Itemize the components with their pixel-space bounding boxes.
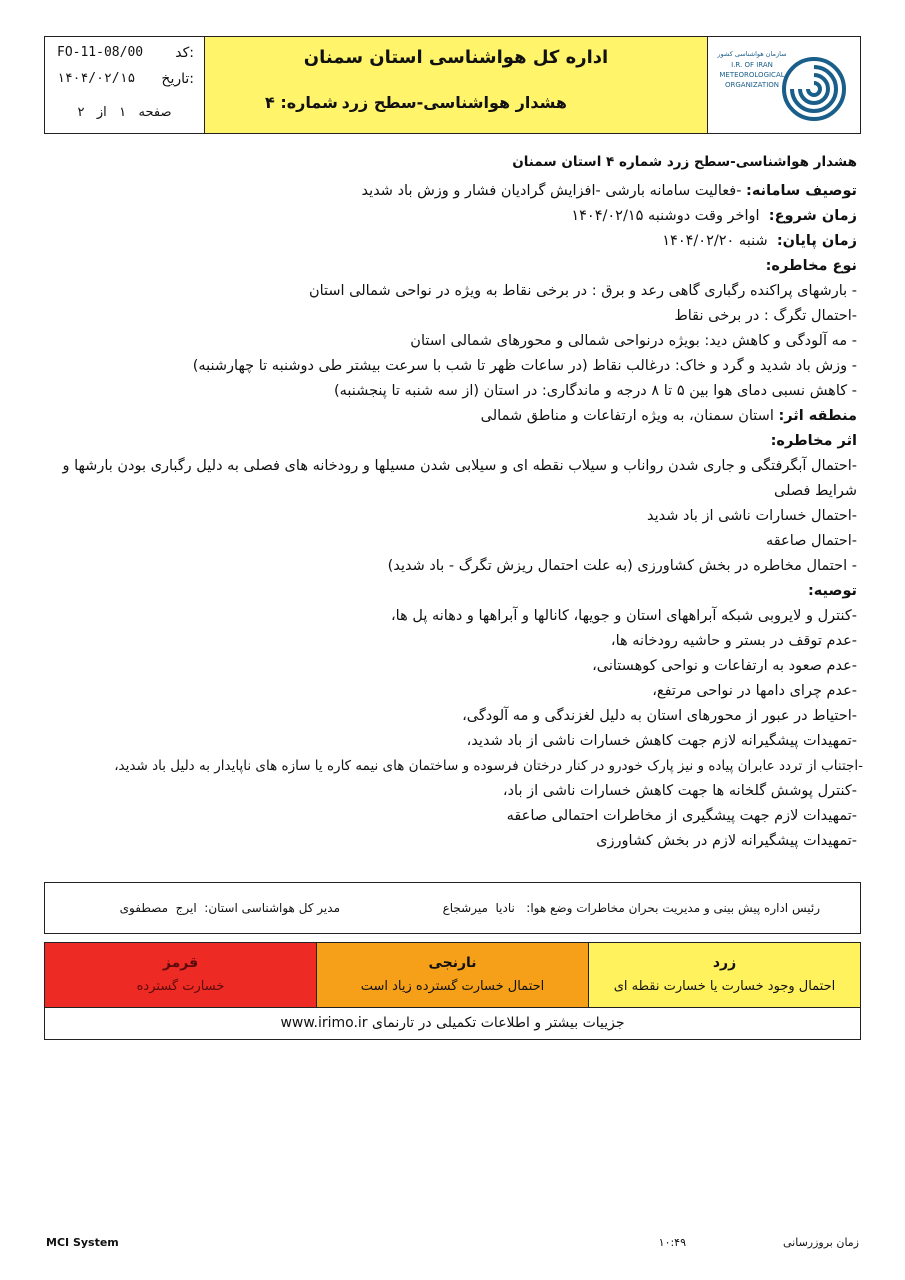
advice-item: -کنترل پوشش گلخانه ها جهت کاهش خسارات ناشی از باد، (502, 783, 857, 799)
level-orange (317, 943, 589, 1007)
start-text: اواخر وقت دوشنبه ۱۴۰۴/۰۲/۱۵ (571, 208, 769, 224)
page-title: اداره کل هواشناسی استان سمنان (303, 47, 609, 68)
advice-item: -تمهیدات لازم جهت پیشگیری از مخاطرات احتمالی صاعقه (506, 808, 857, 824)
effects-label: اثر مخاطره: (770, 433, 857, 449)
header-meta (45, 37, 205, 133)
level-red-desc: خسارت گسترده (136, 979, 225, 994)
effect-item: - احتمال مخاطره در بخش کشاورزی (به علت احتمال ریزش تگرگ - باد شدید) (387, 558, 857, 574)
page-number: صفحه ۱ از ۲ (77, 105, 172, 120)
system-label: توصیف سامانه: (746, 183, 857, 199)
hazard-item: - بارشهای پراکنده رگباری گاهی رعد و برق : در برخی نقاط به ویژه در نواحی شمالی استان (308, 283, 857, 299)
logo-area (708, 37, 860, 133)
system-text: -فعالیت سامانه بارشی -افزایش گرادیان فشار و وزش باد شدید (361, 183, 747, 199)
advice-item: -تمهیدات پیشگیرانه لازم در بخش کشاورزی (596, 833, 857, 849)
warning-number: شماره: ۴ (265, 93, 338, 112)
warning-heading: هشدار هواشناسی-سطح زرد شماره ۴ استان سمنان (512, 154, 857, 170)
website-note: جزییات بیشتر و اطلاعات تکمیلی در تارنمای www.irimo.ir (280, 1015, 625, 1031)
system-name: MCI System (46, 1236, 119, 1249)
advice-item: -تمهیدات پیشگیرانه لازم جهت کاهش خسارات ناشی از باد شدید، (466, 733, 857, 749)
end-row (60, 229, 857, 254)
start-label: زمان شروع: (768, 208, 857, 224)
area-row (60, 404, 857, 429)
end-label: زمان پایان: (776, 233, 857, 249)
advice-item: -کنترل و لایروبی شبکه آبراههای استان و جویها، کانالها و آبراهها و دهانه پل ها، (390, 608, 857, 624)
effect-item: -احتمال خسارات ناشی از باد شدید (646, 508, 857, 524)
advice-item: -عدم توقف در بستر و حاشیه رودخانه ها، (610, 633, 857, 649)
logo-text-en2: METEOROLOGICAL (719, 71, 785, 79)
level-yellow-name: زرد (712, 955, 737, 971)
hazard-type-label: نوع مخاطره: (765, 258, 857, 274)
warning-levels-legend (44, 942, 861, 1040)
hazard-item: - مه آلودگی و کاهش دید: بویژه درنواحی شمالی و محورهای شمالی استان (410, 333, 857, 349)
code-label: کد: (175, 45, 194, 61)
level-orange-name: نارنجی (428, 955, 477, 971)
levels-row (45, 943, 860, 1008)
date-label: تاریخ: (161, 71, 194, 87)
system-row (60, 179, 857, 204)
level-yellow (589, 943, 860, 1007)
advice-item: -احتیاط در عبور از محورهای استان به دلیل لغزندگی و مه آلودگی، (462, 708, 857, 724)
header-title-area (205, 37, 708, 133)
date-value: ۱۴۰۴/۰۲/۱۵ (57, 71, 136, 86)
level-red (45, 943, 317, 1007)
start-row (60, 204, 857, 229)
advice-item: -عدم صعود به ارتفاعات و نواحی کوهستانی، (592, 658, 857, 674)
logo-text-fa: سازمان هواشناسی کشور (717, 50, 787, 58)
advice-item: -اجتناب از تردد عابران پیاده و نیز پارک خودرو در کنار درختان فرسوده و ساختمان های نیمه کاره یا سازه های ناپایدار به دلیل باد شدید، (114, 758, 863, 774)
logo-text-en1: I.R. OF IRAN (731, 61, 773, 69)
end-text: شنبه ۱۴۰۴/۰۲/۲۰ (662, 233, 777, 249)
forecast-head-signature: رئیس اداره پیش بینی و مدیریت بحران مخاطرات وضع هوا: نادیا میرشجاع (442, 901, 820, 915)
signature-box (44, 882, 861, 934)
advice-label: توصیه: (807, 583, 857, 599)
hazard-item: -احتمال تگرگ : در برخی نقاط (674, 308, 857, 324)
warning-body (60, 150, 863, 854)
level-orange-desc: احتمال خسارت گسترده زیاد است (360, 979, 545, 994)
effect-item: -احتمال صاعقه (765, 533, 857, 549)
level-yellow-desc: احتمال وجود خسارت یا خسارت نقطه ای (613, 979, 836, 994)
warning-level-title: هشدار هواشناسی-سطح زرد (341, 93, 567, 112)
area-text: استان سمنان، به ویژه ارتفاعات و مناطق شمالی (480, 408, 779, 424)
code-value: FO-11-08/00 (57, 45, 144, 60)
update-label: زمان بروزرسانی (783, 1236, 859, 1249)
hazard-item: - کاهش نسبی دمای هوا بین ۵ تا ۸ درجه و ماندگاری: در استان (از سه شنبه تا پنجشنبه) (333, 383, 857, 399)
hazard-item: - وزش باد شدید و گرد و خاک: درغالب نقاط (در ساعات ظهر تا شب با سرعت بیشتر طی دوشنبه تا چهارشنبه) (192, 358, 857, 374)
irimo-logo-icon (716, 43, 852, 127)
director-signature: مدیر کل هواشناسی استان: ایرج مصطفوی (119, 901, 340, 915)
update-time-row (659, 1236, 859, 1249)
document-header (44, 36, 861, 134)
effect-item: -احتمال آبگرفتگی و جاری شدن رواناب و سیلاب نقطه ای و سیلابی شدن مسیلها و رودخانه های فصلی به دلیل رگباری بودن بارشها و شرایط فصلی (62, 458, 857, 499)
area-label: منطقه اثر: (778, 408, 857, 424)
advice-item: -عدم چرای دامها در نواحی مرتفع، (652, 683, 857, 699)
logo-text-en3: ORGANIZATION (724, 81, 780, 89)
update-time: ۱۰:۴۹ (658, 1236, 686, 1249)
level-red-name: قرمز (162, 955, 199, 971)
